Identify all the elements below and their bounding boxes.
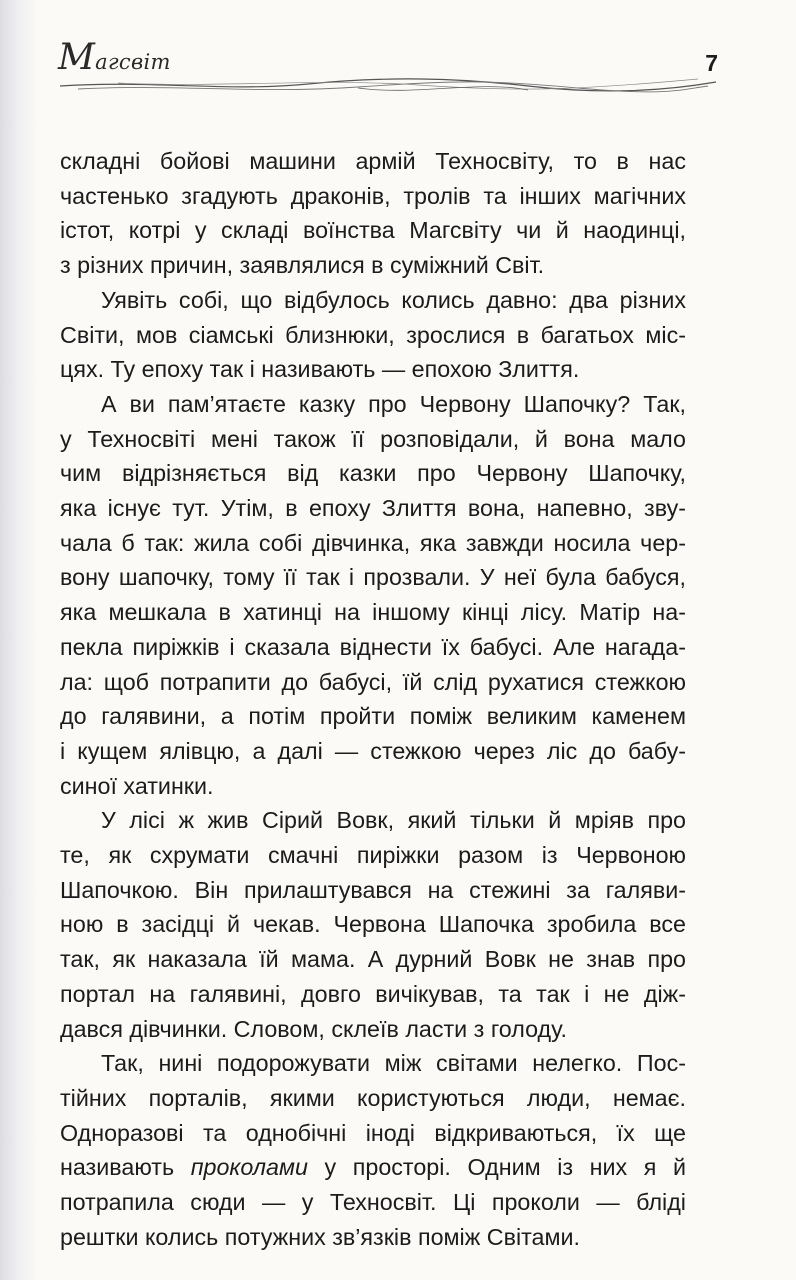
running-header <box>58 38 718 98</box>
text-line: ною в засідці й чекав. Червона Шапочка зробила все <box>60 911 686 938</box>
text-line: яка існує тут. Утім, в епоху Злиття вона, напевно, зву- <box>60 495 686 522</box>
paragraph-2 <box>60 283 686 387</box>
paragraph-5 <box>60 1046 686 1254</box>
text-line-with-italic <box>60 1150 686 1185</box>
text-line: з різних причин, заявлялися в суміжний Світ. <box>60 252 545 279</box>
text-fragment: називають <box>60 1154 191 1181</box>
text-line: яка мешкала в хатинці на іншому кінці лісу. Матір на- <box>60 599 686 626</box>
text-line: цях. Ту епоху так і називають — епохою Злиття. <box>60 356 580 383</box>
text-line: тійних порталів, якими користуються люди, немає. <box>60 1084 686 1111</box>
paragraph-4 <box>60 803 686 1046</box>
text-line: складні бойові машини армій Техносвіту, то в нас <box>60 148 686 174</box>
body-text <box>60 144 686 1255</box>
text-fragment: у просторі. Одним із них я й <box>307 1154 686 1181</box>
text-line: пекла пиріжків і сказала віднести їх бабусі. Але нагада- <box>60 633 686 660</box>
text-line: частенько згадують драконів, тролів та інших магічних <box>60 182 686 209</box>
paragraph-1 <box>60 144 686 283</box>
text-line: Одноразові та однобічні іноді відкриваються, їх ще <box>60 1119 686 1146</box>
text-line: Уявіть собі, що відбулось колись давно: два різних <box>101 286 686 313</box>
text-line: те, як схрумати смачні пиріжки разом із Червоною <box>60 842 686 869</box>
page-edge-shadow <box>0 0 38 1280</box>
text-line: У лісі ж жив Сірий Вовк, який тільки й мріяв про <box>101 807 686 834</box>
text-line: ла: щоб потрапити до бабусі, їй слід рухатися стежкою <box>60 668 686 695</box>
text-line: до галявини, а потім пройти поміж великим каменем <box>60 703 686 730</box>
text-line: чала б так: жила собі дівчинка, яка завжди носила чер- <box>60 529 686 556</box>
text-line: і кущем ялівцю, а далі — стежкою через ліс до бабу- <box>60 737 686 764</box>
text-line: портал на галявині, довго вичікував, та так і не діж- <box>60 980 686 1007</box>
text-line: вону шапочку, тому її так і прозвали. У неї була бабуся, <box>60 564 686 591</box>
book-title <box>58 37 171 78</box>
text-line: А ви пам’ятаєте казку про Червону Шапочку? Так, <box>101 390 686 417</box>
book-title-rest: агсвіт <box>95 50 171 74</box>
text-line: рештки колись потужних зв’язків поміж Світами. <box>60 1223 581 1250</box>
text-line: Світи, мов сіамські близнюки, зрослися в багатьох міс- <box>60 321 686 348</box>
text-line: синої хатинки. <box>60 772 214 799</box>
text-line: Шапочкою. Він прилаштувався на стежині за галяви- <box>60 876 686 903</box>
text-line: чим відрізняється від казки про Червону Шапочку, <box>60 460 686 487</box>
italic-term: проколами <box>190 1154 308 1181</box>
text-line: істот, котрі у складі воїнства Магсвіту чи й наодинці, <box>60 217 686 244</box>
text-line: дався дівчинки. Словом, склеїв ласти з голоду. <box>60 1015 567 1042</box>
text-line: потрапила сюди — у Техносвіт. Ці проколи — бліді <box>60 1189 686 1216</box>
text-line: так, як наказала їй мама. А дурний Вовк не знав про <box>60 946 686 973</box>
text-line: у Техносвіті мені також її розповідали, й вона мало <box>60 425 686 452</box>
page-number: 7 <box>705 50 718 76</box>
text-line: Так, нині подорожувати між світами нелегко. Пос- <box>101 1050 686 1077</box>
paragraph-3 <box>60 387 686 803</box>
book-title-initial: M <box>58 37 96 78</box>
header-ornament-rule <box>58 74 718 98</box>
